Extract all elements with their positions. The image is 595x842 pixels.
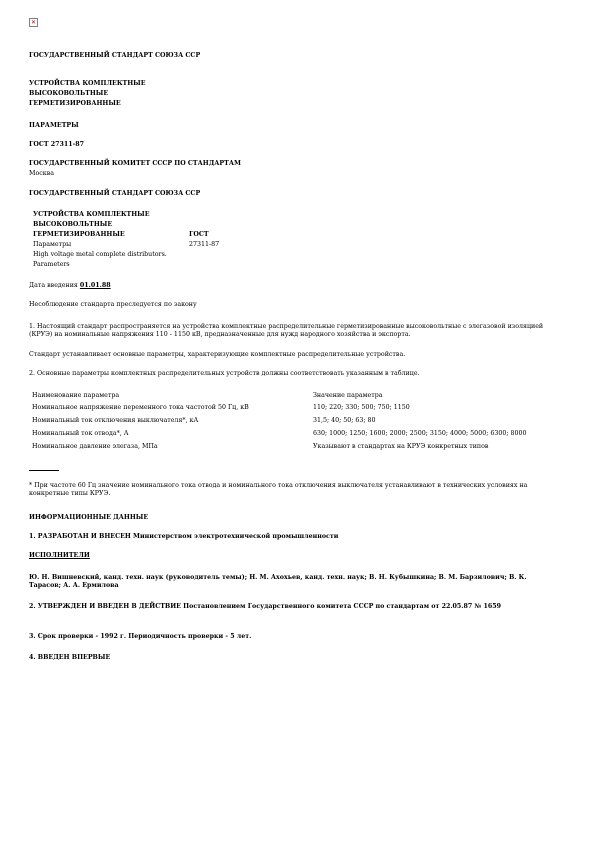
title-line-2: ВЫСОКОВОЛЬТНЫЕ (29, 90, 109, 97)
title-block-line-4: Параметры (33, 241, 72, 248)
state-standard-heading-2: ГОСУДАРСТВЕННЫЙ СТАНДАРТ СОЮЗА ССР (29, 190, 201, 197)
params-heading: ПАРАМЕТРЫ (29, 122, 79, 129)
paragraph-2: Стандарт устанавливает основные параметры, характеризующие комплектные распределительные устройства. (29, 351, 406, 358)
committee-name: ГОСУДАРСТВЕННЫЙ КОМИТЕТ СССР ПО СТАНДАРТАМ (29, 160, 241, 167)
table-row (29, 443, 549, 452)
info-item-2: 2. УТВЕРЖДЕН И ВВЕДЕН В ДЕЙСТВИЕ Постановлением Государственного комитета СССР по стандартам от 22.05.87 № 1659 (29, 603, 501, 610)
date-label: Дата введения (29, 282, 80, 289)
broken-image-icon: ✕ (30, 19, 37, 26)
title-block-gost-label: ГОСТ (189, 231, 209, 238)
table-cell-value: Указывают в стандартах на КРУЭ конкретных типов (313, 443, 489, 450)
table-row (29, 417, 549, 426)
table-cell-value: 110; 220; 330; 500; 750; 1150 (313, 404, 410, 411)
info-heading: ИНФОРМАЦИОННЫЕ ДАННЫЕ (29, 514, 149, 521)
title-block-line-1: УСТРОЙСТВА КОМПЛЕКТНЫЕ (33, 211, 150, 218)
table-cell-value: 31,5; 40; 50; 63; 80 (313, 417, 376, 424)
executors-list: Ю. Н. Вишневский, канд. техн. наук (руководитель темы); Н. М. Ахохьев, канд. техн. наук; В. Н. Кубышкина; В. М. Барзилович; В. К. Тарасов; А. А. Ермилова (29, 574, 527, 589)
city: Москва (29, 170, 54, 177)
paragraph-1: 1. Настоящий стандарт распространяется на устройства комплектные распределительные герметизированные высоковольтные с элегазовой изоляцией (КРУЭ) на номинальные напряжения 110 - 1150 кВ, предназначенные для нужд народного хозяйства и экспорта. (29, 323, 544, 338)
date-line (29, 282, 111, 290)
table-header-row (29, 392, 549, 401)
table-row (29, 404, 549, 413)
date-value: 01.01.88 (79, 282, 111, 289)
info-item-1: 1. РАЗРАБОТАН И ВНЕСЕН Министерством электротехнической промышленности (29, 533, 339, 540)
executors-heading: ИСПОЛНИТЕЛИ (29, 552, 90, 559)
title-block-english-1: High voltage metal complete distributors. (33, 251, 167, 258)
title-line-1: УСТРОЙСТВА КОМПЛЕКТНЫЕ (29, 80, 146, 87)
table-cell-param: Номинальное давление элегаза, МПа (32, 443, 158, 450)
table-cell-param: Номинальный ток отключения выключателя*, кА (32, 417, 199, 424)
table-row (29, 430, 549, 439)
title-block-gost-number: 27311-87 (189, 241, 220, 248)
info-item-4: 4. ВВЕДЕН ВПЕРВЫЕ (29, 654, 111, 661)
table-header-param: Наименование параметра (32, 392, 120, 399)
table-header-value: Значение параметра (313, 392, 383, 399)
footnote-divider (29, 470, 59, 471)
enforcement-note: Несоблюдение стандарта преследуется по закону (29, 301, 197, 308)
title-line-3: ГЕРМЕТИЗИРОВАННЫЕ (29, 100, 121, 107)
table-cell-param: Номинальное напряжение переменного тока частотой 50 Гц, кВ (32, 404, 249, 411)
title-block-line-3: ГЕРМЕТИЗИРОВАННЫЕ (33, 231, 125, 238)
table-cell-value: 630; 1000; 1250; 1600; 2000; 2500; 3150; 4000; 5000; 6300; 8000 (313, 430, 527, 437)
title-block-english-2: Parameters (33, 261, 70, 268)
info-item-3: 3. Срок проверки - 1992 г. Периодичность проверки - 5 лет. (29, 633, 252, 640)
paragraph-3: 2. Основные параметры комплектных распределительных устройств должны соответствовать указанным в таблице. (29, 370, 420, 377)
table-cell-param: Номинальный ток отвода*, А (32, 430, 129, 437)
gost-number: ГОСТ 27311-87 (29, 141, 85, 148)
title-block-line-2: ВЫСОКОВОЛЬТНЫЕ (33, 221, 113, 228)
footnote: * При частоте 60 Гц значение номинального тока отвода и номинального тока отключения выключателя устанавливают в технических условиях на конкретные типы КРУЭ. (29, 482, 528, 497)
state-standard-heading: ГОСУДАРСТВЕННЫЙ СТАНДАРТ СОЮЗА ССР (29, 52, 201, 59)
